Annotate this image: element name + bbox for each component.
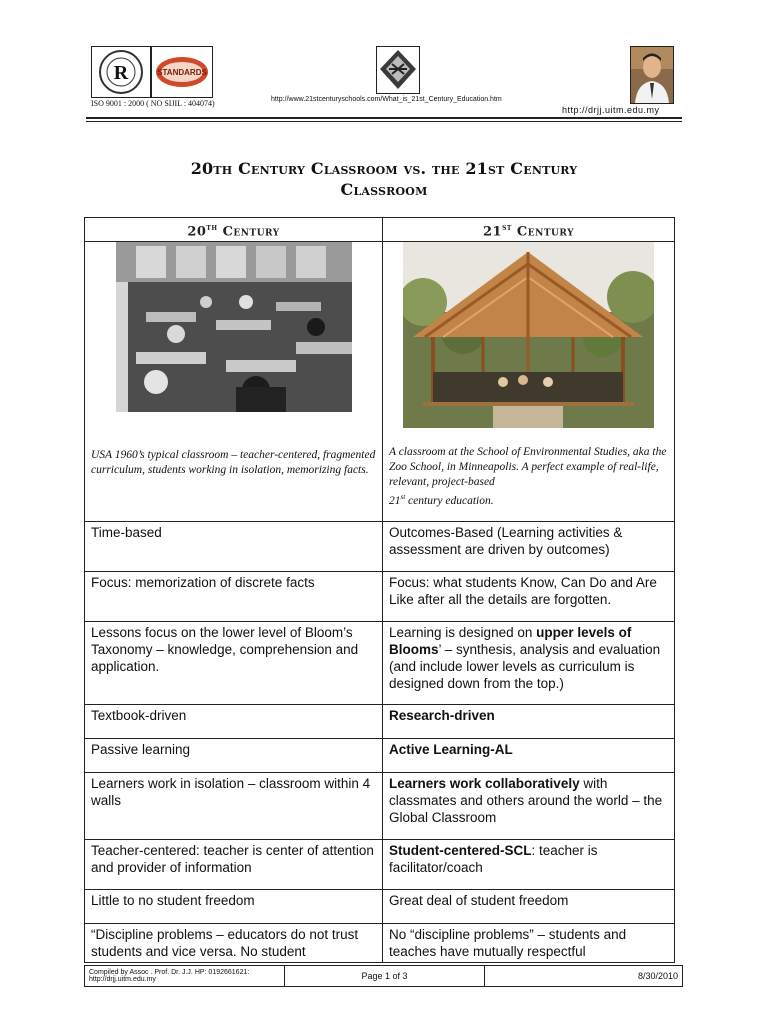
row-20th-cell: Lessons focus on the lower level of Bloom’s Taxonomy – knowledge, comprehension and application.: [85, 622, 383, 705]
row-20th-cell: Teacher-centered: teacher is center of attention and provider of information: [85, 840, 383, 890]
table-row: [85, 572, 675, 622]
row-21st-text-post: ’ – synthesis, analysis and evaluation (and include lower levels as curriculum is designed down from the top.): [389, 642, 661, 692]
col2-header-sup: st: [502, 222, 512, 232]
caption-21st-sup: st: [400, 493, 406, 502]
table-header-row: [85, 218, 675, 242]
row-21st-cell: Great deal of student freedom: [383, 890, 675, 924]
row-21st-bold: upper levels of Blooms: [389, 625, 632, 658]
zoo-school-photo: [403, 242, 654, 428]
row-21st-cell: [383, 622, 675, 705]
source-url: http://www.21stcenturyschools.com/What_is_21st_Century_Education.htm: [271, 96, 502, 103]
logo-standards-text: STANDARDS: [157, 68, 207, 77]
table-row: [85, 773, 675, 840]
page-footer: [84, 965, 683, 987]
table-row: [85, 890, 675, 924]
col1-header-rest: Century: [217, 224, 280, 240]
col2-header-rest: Century: [511, 224, 575, 240]
footer-credit-line1: Compiled by Assoc . Prof. Dr. J.J. HP: 0192661621:: [89, 969, 250, 976]
row-21st-cell: [383, 773, 675, 840]
cell-21st-image: [383, 242, 675, 522]
row-21st-bold: Learners work collaboratively: [389, 776, 580, 792]
caption-21st-text: A classroom at the School of Environmental Studies, aka the Zoo School, in Minneapolis. A perfect example of real-life, relevant, project-based: [389, 446, 667, 489]
page-title: [86, 158, 682, 200]
caption-20th: USA 1960’s typical classroom – teacher-centered, fragmented curriculum, students working in isolation, memorizing facts.: [91, 449, 376, 477]
row-20th-cell: “Discipline problems – educators do not trust students and vice versa. No student: [85, 924, 383, 963]
caption-21st: [389, 445, 668, 509]
table-row: [85, 522, 675, 572]
title-line-1: 20th Century Classroom vs. the 21st Century: [190, 159, 578, 178]
caption-21st-num: 21: [389, 495, 401, 508]
table-row: [85, 705, 675, 739]
row-21st-cell: [383, 840, 675, 890]
header-rule: [86, 117, 682, 119]
row-20th-cell: Learners work in isolation – classroom within 4 walls: [85, 773, 383, 840]
caption-21st-rest: century education.: [405, 495, 494, 508]
author-photo: [630, 46, 674, 104]
cell-20th-image: [85, 242, 383, 522]
row-20th-cell: Focus: memorization of discrete facts: [85, 572, 383, 622]
row-20th-cell: Textbook-driven: [85, 705, 383, 739]
title-line-2: Classroom: [340, 180, 428, 199]
standards-logo: [151, 46, 213, 98]
row-21st-cell: Active Learning-AL: [383, 739, 675, 773]
col1-header-sup: th: [206, 222, 218, 232]
header-rule-thin: [86, 121, 682, 122]
registered-logo: [91, 46, 151, 98]
table-row: [85, 739, 675, 773]
col2-header-num: 21: [482, 224, 503, 240]
row-21st-cell: Outcomes-Based (Learning activities & assessment are driven by outcomes): [383, 522, 675, 572]
logo-r-letter: R: [113, 62, 129, 84]
site-url: http://drjj.uitm.edu.my: [562, 105, 660, 115]
row-21st-text-post: : teacher is facilitator/coach: [389, 843, 598, 876]
col-header-21st: [383, 218, 675, 242]
row-20th-cell: Little to no student freedom: [85, 890, 383, 924]
page-number: Page 1 of 3: [285, 966, 485, 987]
row-21st-cell: No “discipline problems” – students and teaches have mutually respectful: [383, 924, 675, 963]
footer-credit: [85, 966, 285, 987]
row-21st-text-post: with classmates and others around the world – the Global Classroom: [389, 776, 663, 826]
col-header-20th: [85, 218, 383, 242]
university-crest-icon: [376, 46, 420, 94]
footer-credit-line2: http://drjj.uitm.edu.my: [89, 976, 156, 983]
row-20th-cell: Time-based: [85, 522, 383, 572]
row-21st-bold: Student-centered-SCL: [389, 843, 532, 859]
table-row: [85, 622, 675, 705]
iso-certification-text: ISO 9001 : 2000 ( NO SIJIL : 404074): [91, 99, 215, 108]
row-21st-text: Learning is designed on: [389, 625, 537, 641]
table-row: [85, 924, 675, 963]
comparison-table: [84, 217, 675, 963]
image-row: [85, 242, 675, 522]
footer-date: 8/30/2010: [485, 966, 683, 987]
row-21st-cell: Research-driven: [383, 705, 675, 739]
classroom-1960-photo: [116, 242, 352, 412]
table-row: [85, 840, 675, 890]
col1-header-num: 20: [187, 224, 207, 240]
row-21st-cell: Focus: what students Know, Can Do and Are Like after all the details are forgotten.: [383, 572, 675, 622]
row-20th-cell: Passive learning: [85, 739, 383, 773]
